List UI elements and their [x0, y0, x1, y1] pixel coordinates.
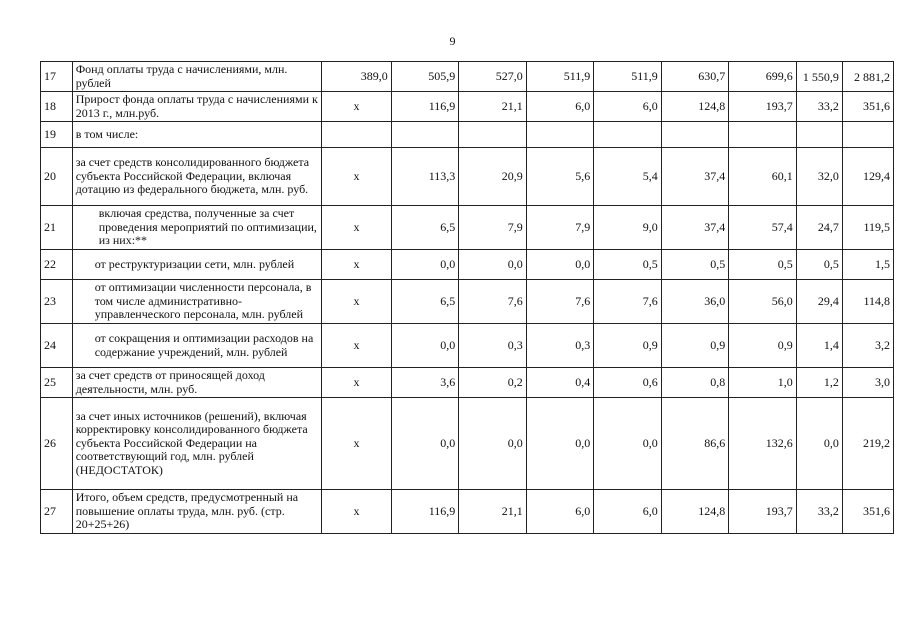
cell-value: 33,2	[796, 92, 842, 122]
cell-value	[796, 122, 842, 148]
row-label: Прирост фонда оплаты труда с начислениями к 2013 г., млн.руб.	[72, 92, 322, 122]
cell-value: 124,8	[661, 490, 729, 534]
cell-value	[594, 122, 662, 148]
cell-value: 57,4	[729, 206, 797, 250]
cell-value: 0,4	[526, 368, 594, 398]
cell-value: 193,7	[729, 92, 797, 122]
cell-value: 511,9	[594, 62, 662, 92]
cell-value: 129,4	[842, 148, 893, 206]
cell-value: х	[322, 206, 392, 250]
cell-value: 511,9	[526, 62, 594, 92]
cell-value: 0,3	[459, 324, 527, 368]
cell-value: 1 550,9	[796, 62, 842, 92]
cell-value: 33,2	[796, 490, 842, 534]
table-row	[41, 92, 894, 122]
cell-value: 0,5	[729, 250, 797, 280]
cell-value: 0,5	[661, 250, 729, 280]
row-number: 27	[41, 490, 73, 534]
cell-value: 630,7	[661, 62, 729, 92]
table-row	[41, 206, 894, 250]
cell-value: 7,6	[594, 280, 662, 324]
row-number: 24	[41, 324, 73, 368]
cell-value: 7,6	[459, 280, 527, 324]
page-number: 9	[449, 34, 456, 48]
cell-value: 0,5	[594, 250, 662, 280]
table-row	[41, 324, 894, 368]
cell-value: 0,0	[391, 398, 459, 490]
cell-value: х	[322, 148, 392, 206]
cell-value: 116,9	[391, 490, 459, 534]
cell-value: 7,6	[526, 280, 594, 324]
cell-value: х	[322, 92, 392, 122]
cell-value: 1,2	[796, 368, 842, 398]
cell-value: 351,6	[842, 92, 893, 122]
row-number: 20	[41, 148, 73, 206]
cell-value: х	[322, 368, 392, 398]
cell-value	[459, 122, 527, 148]
cell-value: 86,6	[661, 398, 729, 490]
cell-value: 0,0	[391, 250, 459, 280]
table-row	[41, 490, 894, 534]
cell-value: 21,1	[459, 92, 527, 122]
row-label: за счет средств консолидированного бюджета субъекта Российской Федерации, включая дотацию из федерального бюджета, млн. руб.	[72, 148, 322, 206]
cell-value: 0,6	[594, 368, 662, 398]
table-row	[41, 398, 894, 490]
cell-value: 24,7	[796, 206, 842, 250]
cell-value: 0,0	[526, 398, 594, 490]
cell-value: х	[322, 250, 392, 280]
cell-value: 0,0	[796, 398, 842, 490]
row-label: Фонд оплаты труда с начислениями, млн. рублей	[72, 62, 322, 92]
cell-value: 6,0	[594, 92, 662, 122]
data-table	[40, 61, 894, 534]
row-label: включая средства, полученные за счет проведения мероприятий по оптимизации, из них:**	[72, 206, 322, 250]
cell-value	[391, 122, 459, 148]
cell-value: 0,0	[459, 398, 527, 490]
cell-value	[661, 122, 729, 148]
cell-value: 36,0	[661, 280, 729, 324]
row-number: 26	[41, 398, 73, 490]
cell-value: 0,0	[594, 398, 662, 490]
cell-value: 1,5	[842, 250, 893, 280]
cell-value: 699,6	[729, 62, 797, 92]
row-number: 25	[41, 368, 73, 398]
cell-value: 116,9	[391, 92, 459, 122]
table-body	[41, 62, 894, 534]
cell-value	[842, 122, 893, 148]
cell-value: 7,9	[459, 206, 527, 250]
cell-value: 32,0	[796, 148, 842, 206]
row-label: в том числе:	[72, 122, 322, 148]
cell-value: 0,8	[661, 368, 729, 398]
cell-value: 6,0	[594, 490, 662, 534]
cell-value: 6,5	[391, 206, 459, 250]
cell-value: 20,9	[459, 148, 527, 206]
cell-value: 113,3	[391, 148, 459, 206]
cell-value: 29,4	[796, 280, 842, 324]
cell-value: 0,5	[796, 250, 842, 280]
cell-value: 1,4	[796, 324, 842, 368]
table-row	[41, 280, 894, 324]
cell-value: х	[322, 398, 392, 490]
cell-value: 124,8	[661, 92, 729, 122]
cell-value: 6,0	[526, 92, 594, 122]
cell-value: х	[322, 280, 392, 324]
cell-value: 2 881,2	[842, 62, 893, 92]
cell-value: 5,4	[594, 148, 662, 206]
cell-value: 21,1	[459, 490, 527, 534]
cell-value: х	[322, 324, 392, 368]
table-row	[41, 250, 894, 280]
cell-value: 37,4	[661, 206, 729, 250]
table-row	[41, 122, 894, 148]
cell-value: 3,2	[842, 324, 893, 368]
cell-value: 9,0	[594, 206, 662, 250]
cell-value: 114,8	[842, 280, 893, 324]
cell-value: 37,4	[661, 148, 729, 206]
cell-value: х	[322, 490, 392, 534]
cell-value: 5,6	[526, 148, 594, 206]
cell-value: 132,6	[729, 398, 797, 490]
row-label: Итого, объем средств, предусмотренный на повышение оплаты труда, млн. руб. (стр. 20+25+26)	[72, 490, 322, 534]
cell-value: 0,3	[526, 324, 594, 368]
row-number: 18	[41, 92, 73, 122]
cell-value: 3,0	[842, 368, 893, 398]
cell-value	[322, 122, 392, 148]
cell-value: 56,0	[729, 280, 797, 324]
cell-value	[729, 122, 797, 148]
cell-value: 1,0	[729, 368, 797, 398]
cell-value: 6,5	[391, 280, 459, 324]
cell-value: 527,0	[459, 62, 527, 92]
cell-value: 3,6	[391, 368, 459, 398]
row-number: 17	[41, 62, 73, 92]
cell-value: 219,2	[842, 398, 893, 490]
table-row	[41, 148, 894, 206]
cell-value: 0,0	[459, 250, 527, 280]
row-label: от сокращения и оптимизации расходов на содержание учреждений, млн. рублей	[72, 324, 322, 368]
row-number: 22	[41, 250, 73, 280]
cell-value: 351,6	[842, 490, 893, 534]
cell-value: 193,7	[729, 490, 797, 534]
row-label: от реструктуризации сети, млн. рублей	[72, 250, 322, 280]
cell-value: 119,5	[842, 206, 893, 250]
cell-value: 0,9	[661, 324, 729, 368]
cell-value: 60,1	[729, 148, 797, 206]
cell-value: 0,2	[459, 368, 527, 398]
row-number: 21	[41, 206, 73, 250]
cell-value: 389,0	[322, 62, 392, 92]
row-label: за счет иных источников (решений), включая корректировку консолидированного бюджета субъекта Российской Федерации на соответствующий год, млн. рублей (НЕДОСТАТОК)	[72, 398, 322, 490]
cell-value: 0,9	[594, 324, 662, 368]
row-number: 19	[41, 122, 73, 148]
cell-value: 505,9	[391, 62, 459, 92]
row-label: за счет средств от приносящей доход деятельности, млн. руб.	[72, 368, 322, 398]
cell-value	[526, 122, 594, 148]
row-number: 23	[41, 280, 73, 324]
table-row	[41, 62, 894, 92]
cell-value: 0,0	[391, 324, 459, 368]
cell-value: 0,0	[526, 250, 594, 280]
row-label: от оптимизации численности персонала, в том числе административно-управленческого персонала, млн. рублей	[72, 280, 322, 324]
cell-value: 6,0	[526, 490, 594, 534]
cell-value: 0,9	[729, 324, 797, 368]
cell-value: 7,9	[526, 206, 594, 250]
table-row	[41, 368, 894, 398]
